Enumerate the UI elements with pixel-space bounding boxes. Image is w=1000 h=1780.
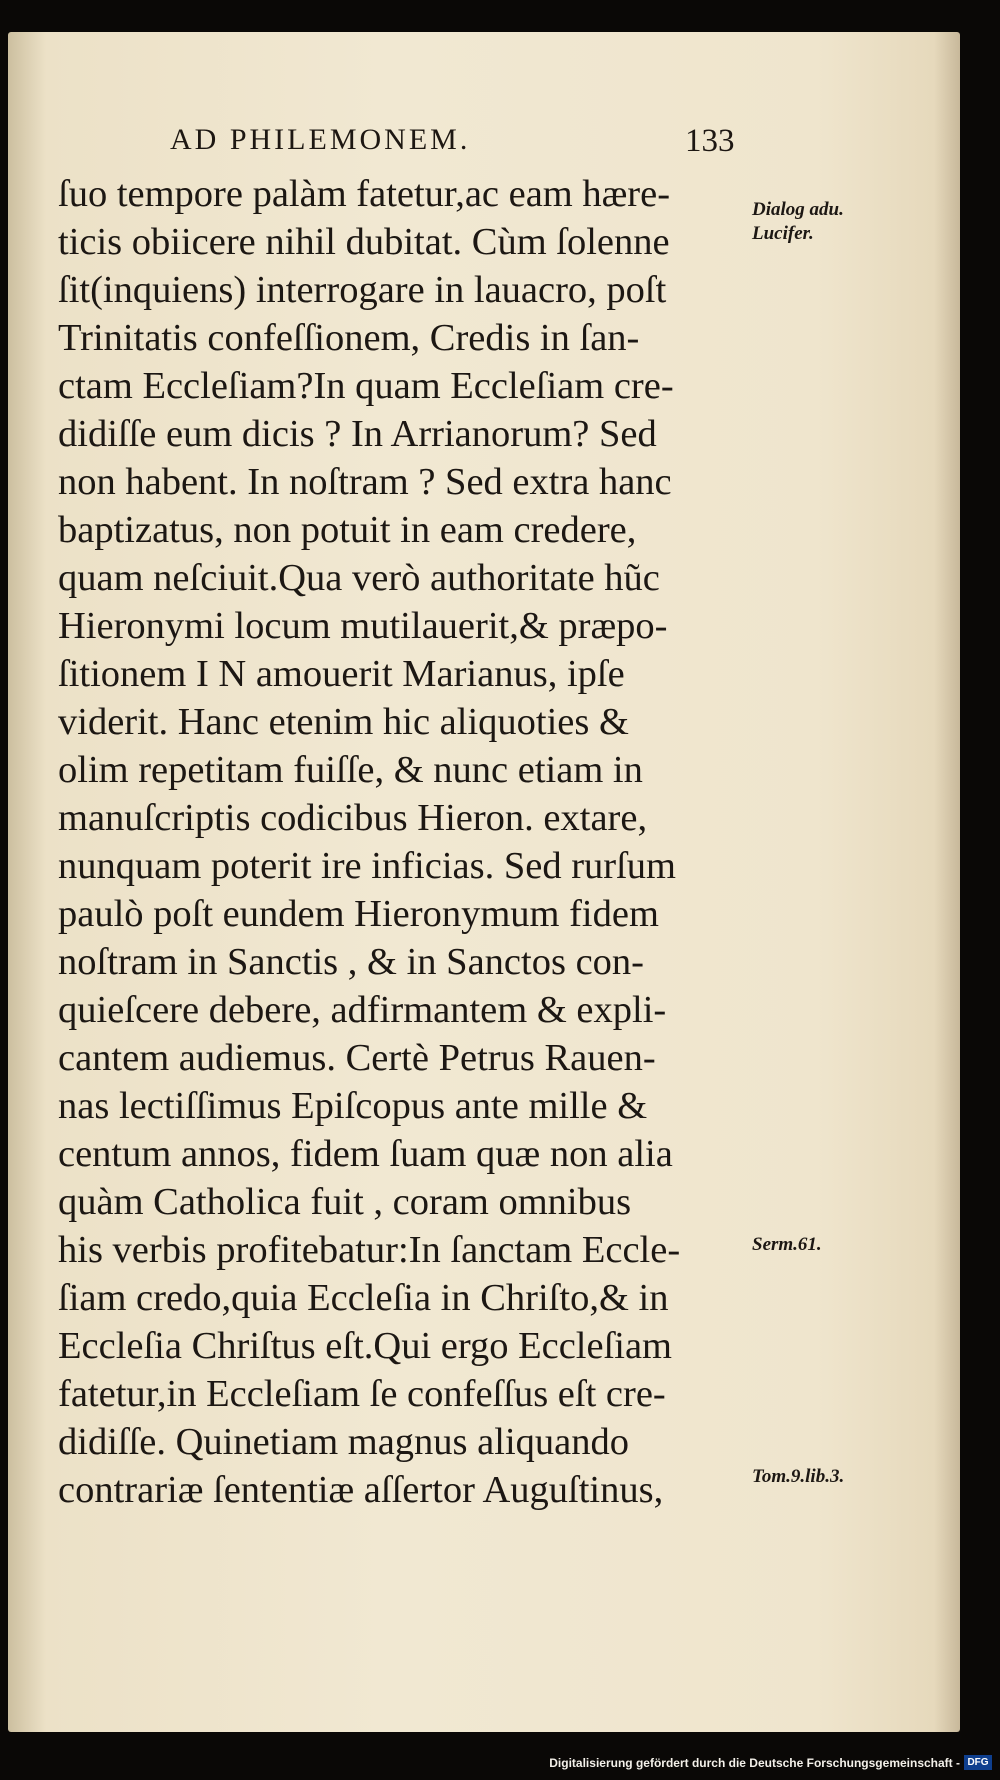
text-line: didiſſe eum dicis ? In Arrianorum? Sed <box>58 413 657 455</box>
text-line: viderit. Hanc etenim hic aliquoties & <box>58 701 629 743</box>
margin-note-dialog <box>752 198 844 246</box>
text-line: Eccleſia Chriſtus eſt.Qui ergo Eccleſiam <box>58 1325 673 1367</box>
running-head-title: AD PHILEMONEM. <box>170 123 471 156</box>
body-text <box>58 170 748 1514</box>
margin-note-sermon: Serm.61. <box>752 1234 822 1255</box>
text-line: ticis obiicere nihil dubitat. Cùm ſolenne <box>58 221 670 263</box>
digitization-footer <box>0 1750 1000 1780</box>
text-line: Hieronymi locum mutilauerit,& præpo- <box>58 605 668 647</box>
text-line: nunquam poterit ire inficias. Sed rurſum <box>58 845 676 887</box>
margin-note-dialog-line2: Lucifer. <box>752 223 814 244</box>
text-line: baptizatus, non potuit in eam credere, <box>58 509 637 551</box>
text-line: ctam Eccleſiam?In quam Eccleſiam cre- <box>58 365 674 407</box>
text-line: paulò poſt eundem Hieronymum fidem <box>58 893 659 935</box>
text-line: fatetur,in Eccleſiam ſe confeſſus eſt cre- <box>58 1373 666 1415</box>
text-line: ſit(inquiens) interrogare in lauacro, poſt <box>58 269 667 311</box>
text-line: his verbis profitebatur:In ſanctam Eccle- <box>58 1229 681 1271</box>
text-line: nas lectiſſimus Epiſcopus ante mille & <box>58 1085 648 1127</box>
text-line: centum annos, fidem ſuam quæ non alia <box>58 1133 673 1175</box>
page-number: 133 <box>685 123 735 159</box>
text-line: manuſcriptis codicibus Hieron. extare, <box>58 797 648 839</box>
text-line: contrariæ ſententiæ aſſertor Auguſtinus, <box>58 1469 664 1511</box>
dfg-logo: DFG <box>964 1755 992 1770</box>
margin-note-tome: Tom.9.lib.3. <box>752 1466 845 1487</box>
text-line: ſitionem I N amouerit Marianus, ipſe <box>58 653 625 695</box>
text-line: Trinitatis confeſſionem, Credis in ſan- <box>58 317 640 359</box>
text-line: cantem audiemus. Certè Petrus Rauen- <box>58 1037 656 1079</box>
text-line: quieſcere debere, adfirmantem & expli- <box>58 989 667 1031</box>
text-line: ſiam credo,quia Eccleſia in Chriſto,& in <box>58 1277 669 1319</box>
text-line: noſtram in Sanctis , & in Sanctos con- <box>58 941 644 983</box>
funding-credit: Digitalisierung gefördert durch die Deutsche Forschungsgemeinschaft - <box>549 1756 960 1770</box>
text-line: olim repetitam fuiſſe, & nunc etiam in <box>58 749 643 791</box>
text-line: non habent. In noſtram ? Sed extra hanc <box>58 461 672 503</box>
text-line: ſuo tempore palàm fatetur,ac eam hære- <box>58 173 671 215</box>
text-line: quàm Catholica fuit , coram omnibus <box>58 1181 632 1223</box>
margin-note-dialog-line1: Dialog adu. <box>752 199 844 220</box>
text-line: quam neſciuit.Qua verò authoritate hũc <box>58 557 660 599</box>
page-edge-shadow <box>934 32 960 1732</box>
running-head <box>170 95 735 159</box>
text-line: didiſſe. Quinetiam magnus aliquando <box>58 1421 629 1463</box>
